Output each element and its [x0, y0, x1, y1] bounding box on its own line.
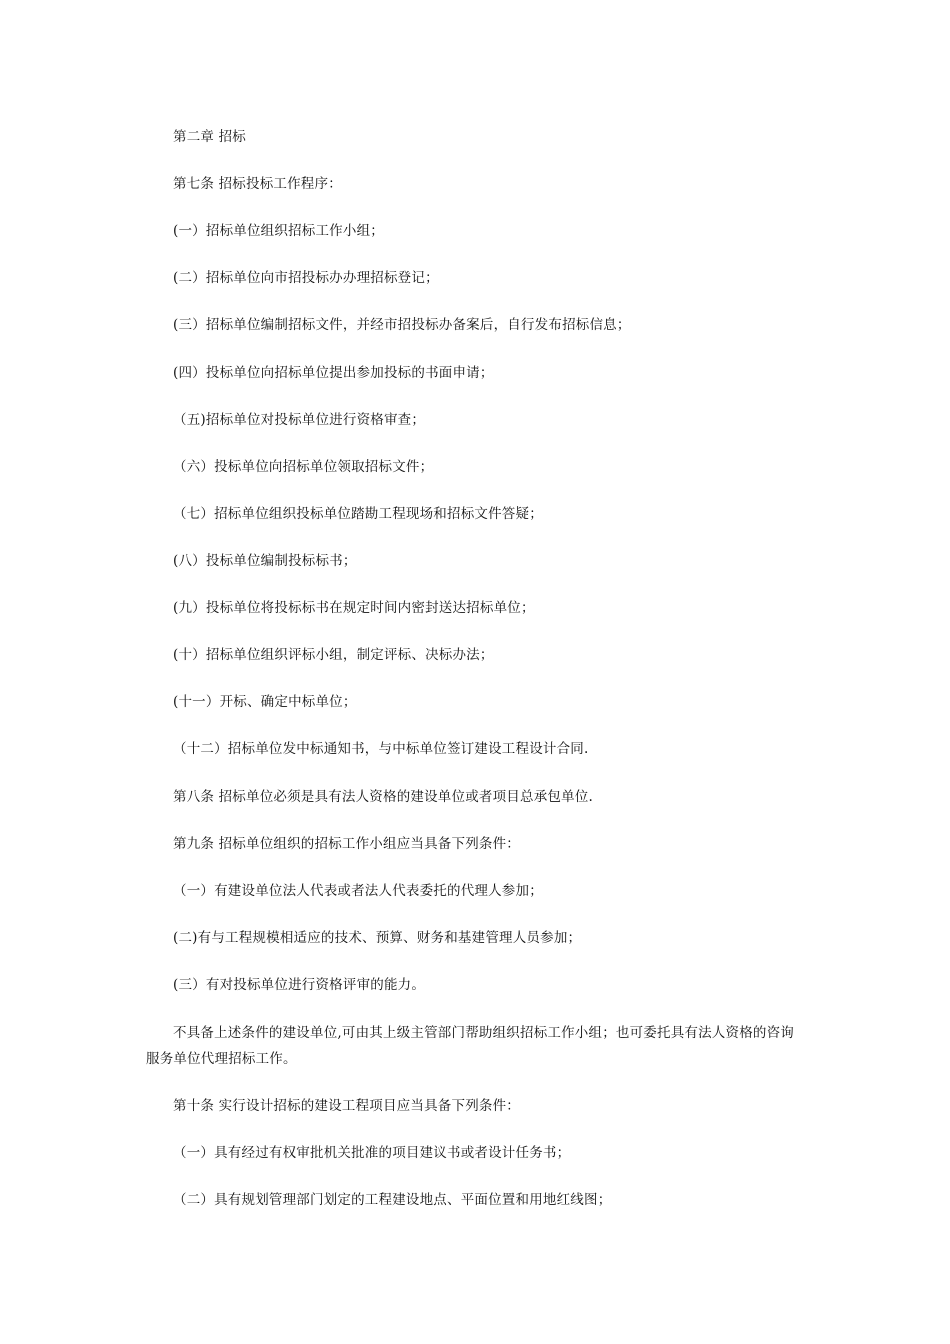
article-7-item-11: (十一）开标、确定中标单位；	[173, 694, 357, 710]
article-9-item-2: (二)有与工程规模相适应的技术、预算、财务和基建管理人员参加；	[173, 930, 582, 946]
article-7-item-10: (十）招标单位组织评标小组，制定评标、决标办法；	[173, 647, 494, 663]
article-7-item-5: （五)招标单位对投标单位进行资格审查；	[173, 412, 426, 428]
chapter-heading: 第二章 招标	[173, 129, 246, 145]
article-7-item-9: (九）投标单位将投标标书在规定时间内密封送达招标单位；	[173, 600, 535, 616]
article-7-item-12: （十二）招标单位发中标通知书，与中标单位签订建设工程设计合同.	[173, 741, 589, 757]
article-8: 第八条 招标单位必须是具有法人资格的建设单位或者项目总承包单位.	[173, 789, 593, 805]
article-10-item-2: （二）具有规划管理部门划定的工程建设地点、平面位置和用地红线图；	[173, 1192, 612, 1208]
article-9-title: 第九条 招标单位组织的招标工作小组应当具备下列条件：	[173, 836, 520, 852]
article-7-item-2: (二）招标单位向市招投标办办理招标登记；	[173, 270, 439, 286]
article-7-item-1: (一）招标单位组织招标工作小组；	[173, 223, 384, 239]
article-9-note: 不具备上述条件的建设单位,可由其上级主管部门帮助组织招标工作小组；也可委托具有法人资格的咨询服务单位代理招标工作。	[146, 1025, 794, 1067]
article-7-item-6: （六）投标单位向招标单位领取招标文件；	[173, 459, 434, 475]
article-10-title: 第十条 实行设计招标的建设工程项目应当具备下列条件：	[173, 1098, 520, 1114]
article-9-item-1: （一）有建设单位法人代表或者法人代表委托的代理人参加；	[173, 883, 543, 899]
article-7-title: 第七条 招标投标工作程序：	[173, 176, 342, 192]
article-10-item-1: （一）具有经过有权审批机关批准的项目建议书或者设计任务书；	[173, 1145, 571, 1161]
article-7-item-7: （七）招标单位组织投标单位踏勘工程现场和招标文件答疑；	[173, 506, 543, 522]
article-7-item-4: (四）投标单位向招标单位提出参加投标的书面申请；	[173, 365, 494, 381]
article-7-item-3: (三）招标单位编制招标文件，并经市招投标办备案后，自行发布招标信息；	[173, 317, 631, 333]
article-7-item-8: (八）投标单位编制投标标书；	[173, 553, 357, 569]
article-9-item-3: (三）有对投标单位进行资格评审的能力。	[173, 977, 426, 993]
